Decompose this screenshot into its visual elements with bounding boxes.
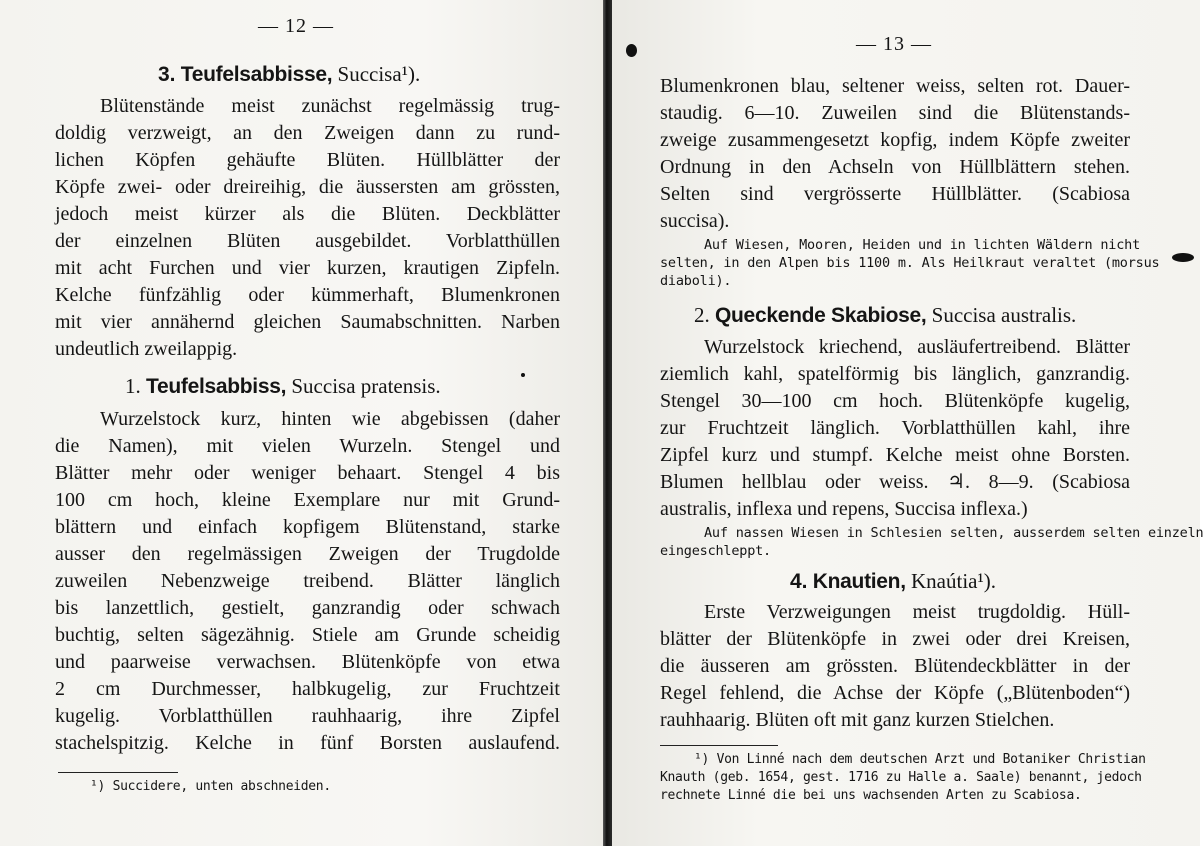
habitat-line: diaboli). [660, 273, 732, 289]
text-line: blättern und einfach kopfigem Blütenstand, starke [55, 516, 560, 538]
text-line: Regel fehlend, die Achse der Köpfe („Blütenboden“) [660, 682, 1130, 704]
text-line: Wurzelstock kurz, hinten wie abgebissen (daher [100, 408, 560, 430]
text-line: 2 cm Durchmesser, halbkugelig, zur Fruchtzeit [55, 678, 560, 700]
species-name: Queckende Skabiose, [715, 304, 927, 327]
section-number: 4. [790, 570, 808, 593]
text-line: Blütenstände meist zunächst regelmässig trug- [100, 95, 560, 117]
text-line: Zipfel kurz und stumpf. Kelche meist ohne Borsten. [660, 444, 1130, 466]
footnote-rule [58, 772, 178, 773]
section-latin: Succisa¹). [337, 62, 421, 86]
footnote-rule [660, 745, 778, 746]
section-number: 3. [158, 63, 176, 86]
species-number: 2. [694, 303, 710, 327]
section-heading [790, 569, 996, 594]
text-line: 100 cm hoch, kleine Exemplare nur mit Grund- [55, 489, 560, 511]
habitat-line: Auf nassen Wiesen in Schlesien selten, ausserdem selten einzeln [704, 525, 1203, 541]
text-line: ziemlich kahl, spatelförmig bis länglich, ganzrandig. [660, 363, 1130, 385]
section-name: Knautien, [812, 570, 906, 593]
text-line: doldig verzweigt, an den Zweigen dann zu rund- [55, 122, 560, 144]
section-heading [158, 62, 420, 87]
text-line: stachelspitzig. Kelche in fünf Borsten auslaufend. [55, 732, 560, 754]
text-line: staudig. 6—10. Zuweilen sind die Blütenstands- [660, 102, 1130, 124]
text-line: die Namen), mit vielen Wurzeln. Stengel und [55, 435, 560, 457]
species-latin: Succisa australis. [931, 303, 1077, 327]
habitat-line: selten, in den Alpen bis 1100 m. Als Heilkraut veraltet (morsus [660, 255, 1160, 271]
text-line: Köpfe zwei- oder dreireihig, die äussersten am grössten, [55, 176, 560, 198]
species-name: Teufelsabbiss, [146, 375, 287, 398]
text-line: mit acht Furchen und vier kurzen, krautigen Zipfeln. [55, 257, 560, 279]
text-line: ausser den regelmässigen Zweigen der Trugdolde [55, 543, 560, 565]
section-latin: Knaútia¹). [911, 569, 997, 593]
text-line: lichen Köpfen gehäufte Blüten. Hüllblätter der [55, 149, 560, 171]
text-line: mit vier annähernd gleichen Saumabschnitten. Narben [55, 311, 560, 333]
right-page [612, 0, 1203, 846]
text-line: der einzelnen Blüten ausgebildet. Vorblatthüllen [55, 230, 560, 252]
habitat-line: Auf Wiesen, Mooren, Heiden und in lichten Wäldern nicht [704, 237, 1141, 253]
text-line: Blumenkronen blau, seltener weiss, selten rot. Dauer- [660, 75, 1130, 97]
text-line: Ordnung in den Achseln von Hüllblättern stehen. [660, 156, 1130, 178]
text-line: rauhhaarig. Blüten oft mit ganz kurzen Stielchen. [660, 709, 1055, 731]
footnote-line: Knauth (geb. 1654, gest. 1716 zu Halle a. Saale) benannt, jedoch [660, 770, 1142, 785]
text-line: zweige zusammengesetzt kopfig, indem Köpfe zweiter [660, 129, 1130, 151]
text-line: Blumen hellblau oder weiss. ♃. 8—9. (Scabiosa [660, 471, 1130, 493]
text-line: australis, inflexa und repens, Succisa inflexa.) [660, 498, 1028, 520]
print-speck [626, 44, 637, 57]
species-heading [125, 374, 441, 399]
print-speck [521, 373, 525, 377]
book-gutter [603, 0, 612, 846]
footnote-line: rechnete Linné die bei uns wachsenden Arten zu Scabiosa. [660, 788, 1082, 803]
text-line: zur Fruchtzeit länglich. Vorblatthüllen kahl, ihre [660, 417, 1130, 439]
text-line: kugelig. Vorblatthüllen rauhhaarig, ihre Zipfel [55, 705, 560, 727]
text-line: bis lanzettlich, gestielt, ganzrandig oder schwach [55, 597, 560, 619]
footnote: ¹) Succidere, unten abschneiden. [90, 779, 331, 794]
habitat-line: eingeschleppt. [660, 543, 771, 559]
species-latin: Succisa pratensis. [291, 374, 441, 398]
species-heading [694, 303, 1076, 328]
text-line: Wurzelstock kriechend, ausläufertreibend. Blätter [704, 336, 1130, 358]
text-line: und paarweise verwachsen. Blütenköpfe von etwa [55, 651, 560, 673]
page-number: — 13 — [856, 33, 932, 55]
text-line: Selten sind vergrösserte Hüllblätter. (Scabiosa [660, 183, 1130, 205]
text-line: die äusseren am grössten. Blütendeckblätter in der [660, 655, 1130, 677]
text-line: zuweilen Nebenzweige treibend. Blätter länglich [55, 570, 560, 592]
text-line: succisa). [660, 210, 730, 232]
text-line: Blätter mehr oder weniger behaart. Stengel 4 bis [55, 462, 560, 484]
species-number: 1. [125, 374, 141, 398]
text-line: blätter der Blütenköpfe in zwei oder drei Kreisen, [660, 628, 1130, 650]
print-speck [1172, 253, 1194, 262]
text-line: buchtig, selten sägezähnig. Stiele am Grunde scheidig [55, 624, 560, 646]
text-line: jedoch meist kürzer als die Blüten. Deckblätter [55, 203, 560, 225]
text-line: Erste Verzweigungen meist trugdoldig. Hüll- [704, 601, 1130, 623]
page-number: — 12 — [258, 15, 334, 37]
text-line: undeutlich zweilappig. [55, 338, 238, 360]
text-line: Stengel 30—100 cm hoch. Blütenköpfe kugelig, [660, 390, 1130, 412]
section-name: Teufelsabbisse, [180, 63, 333, 86]
footnote-line: ¹) Von Linné nach dem deutschen Arzt und Botaniker Christian [694, 752, 1146, 767]
text-line: Kelche fünfzählig oder kümmerhaft, Blumenkronen [55, 284, 560, 306]
